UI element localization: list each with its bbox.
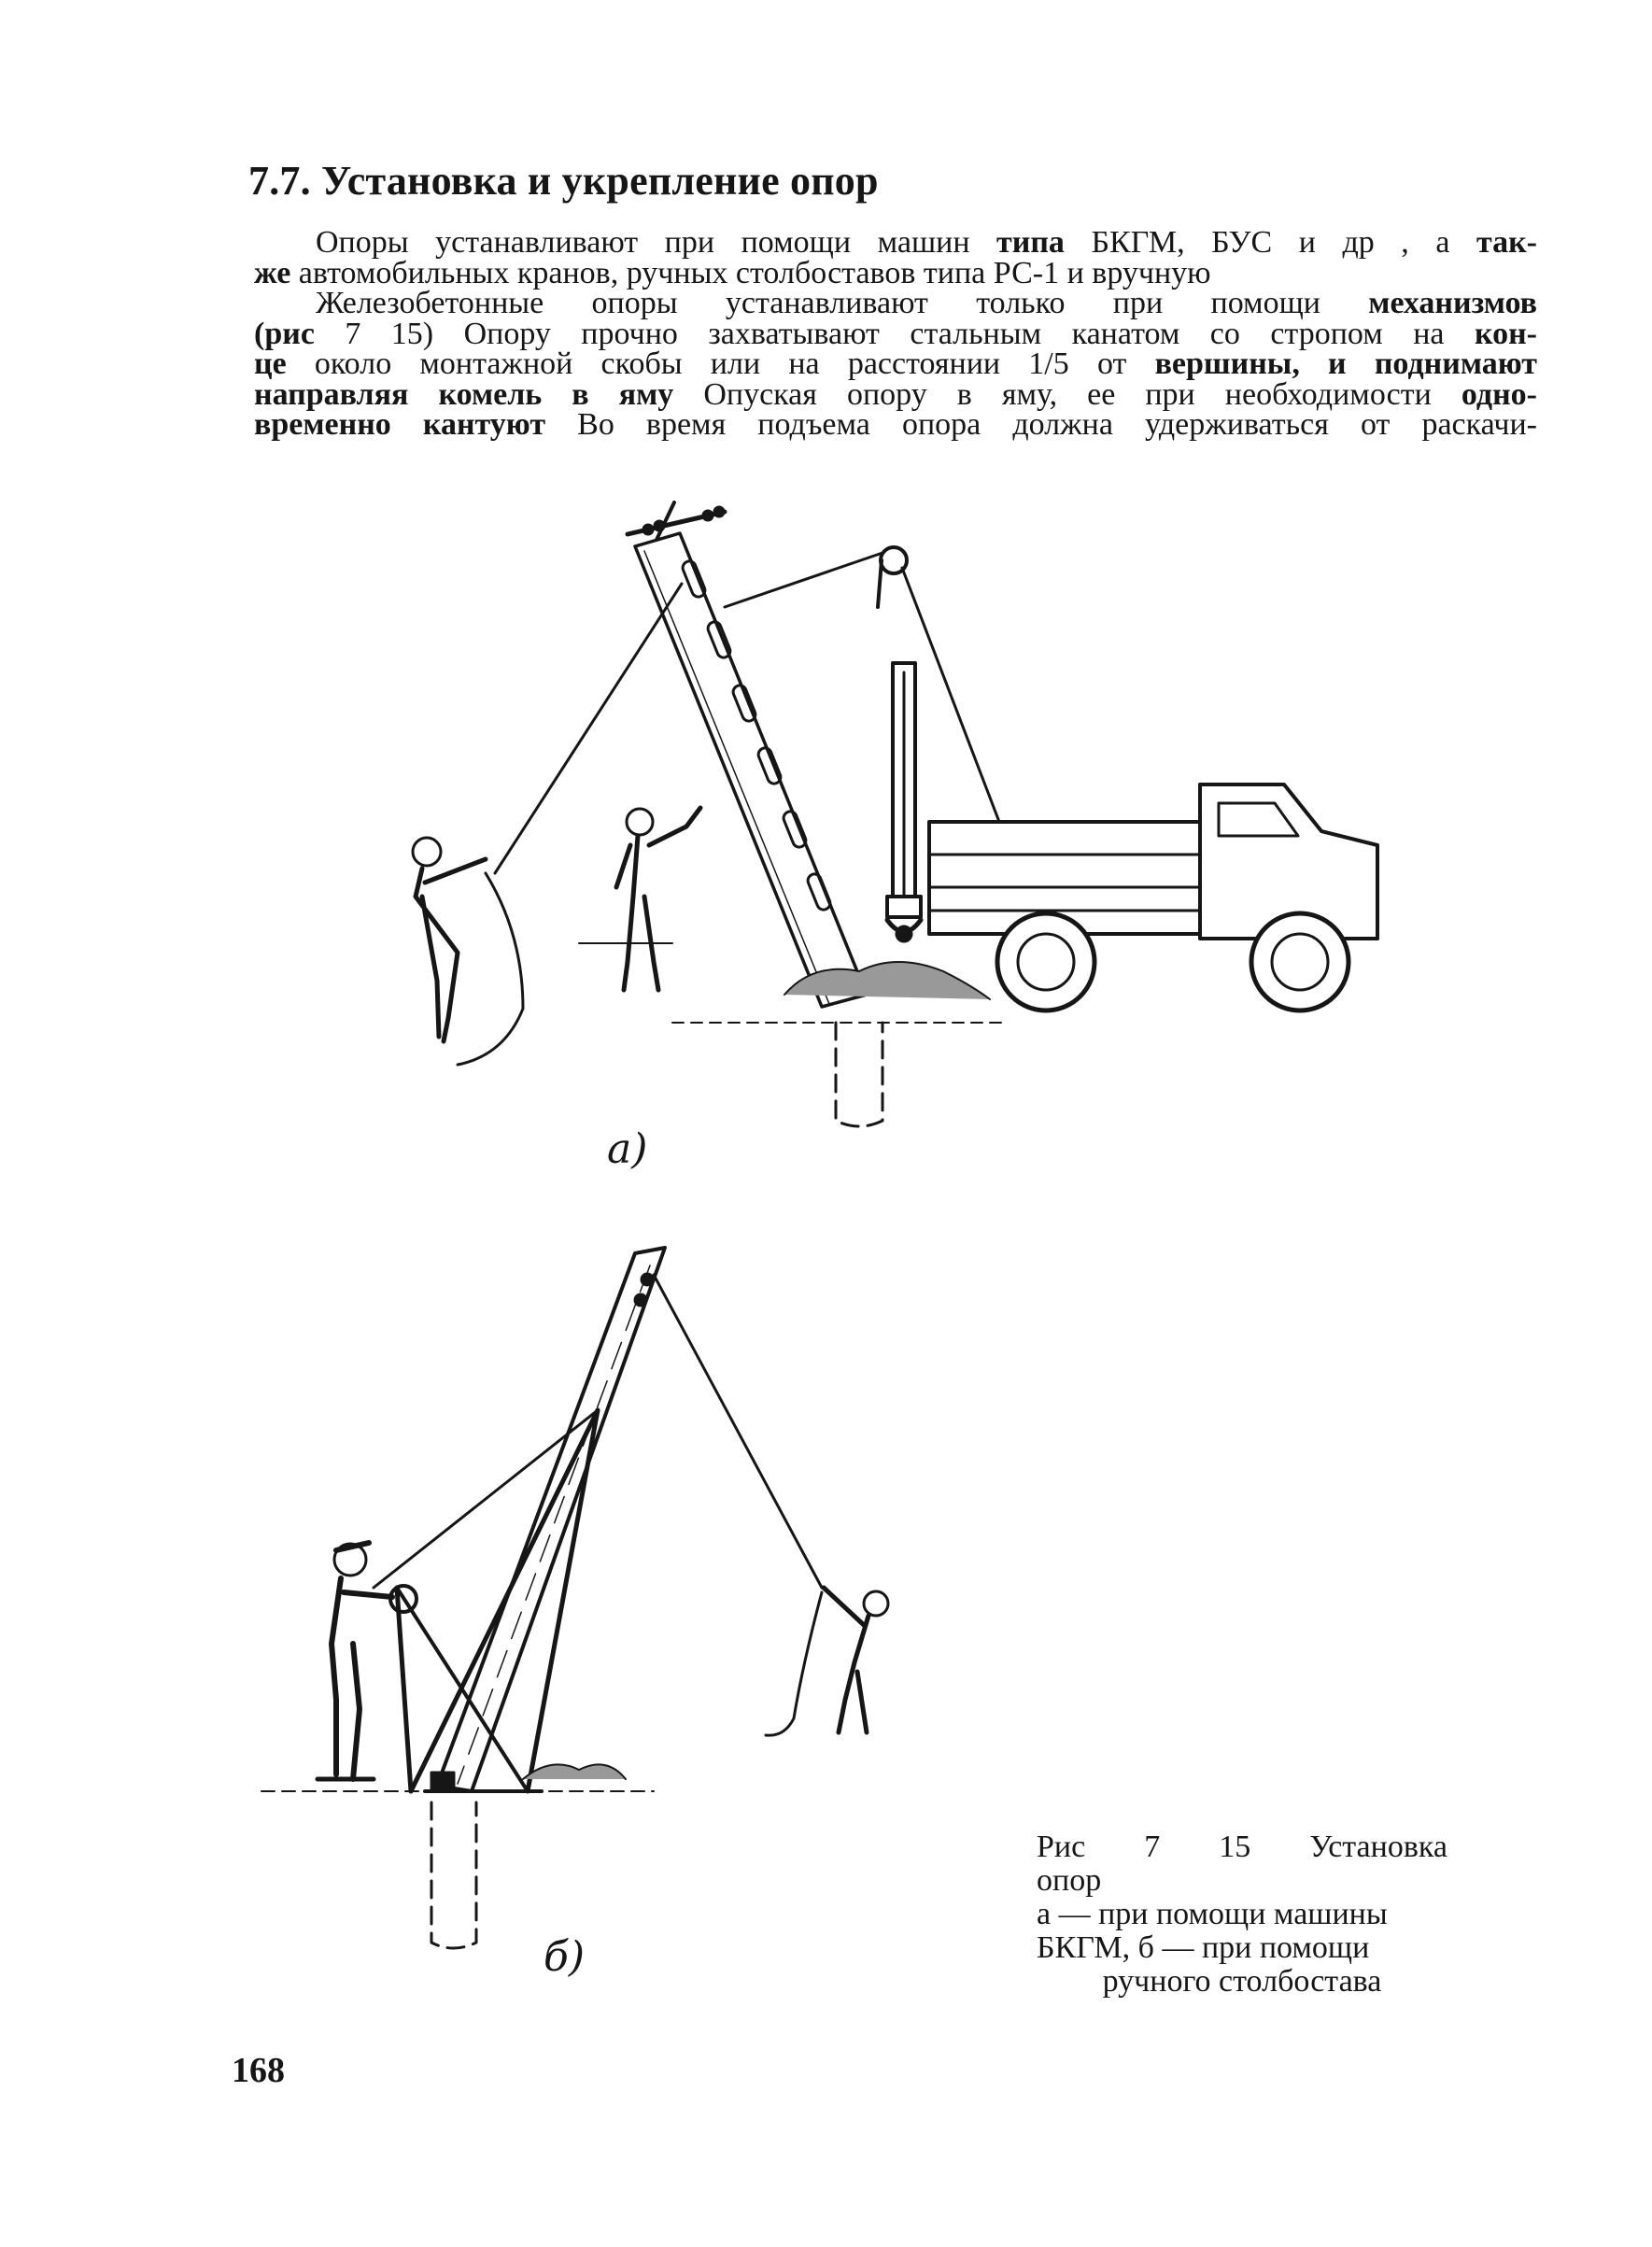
text-run: так- <box>1476 225 1537 260</box>
page-number: 168 <box>232 2051 285 2090</box>
text-run: Опоры устанавливают при помощи машин <box>316 225 997 260</box>
worker-4 <box>766 1588 888 1735</box>
caption-line-2: БКГМ, б — при помощи <box>1037 1930 1370 1965</box>
text-run: временно кантуют <box>254 407 546 442</box>
caption-title <box>1037 1830 1447 1864</box>
text-run: кон- <box>1474 316 1537 351</box>
text-run: механизмов <box>1368 286 1537 320</box>
text-run: Во время подъема опора должна удерживаться от раскачи- <box>545 407 1537 442</box>
text-run: направляя комель в яму <box>254 376 674 412</box>
text-run: одно- <box>1461 376 1537 412</box>
worker-3 <box>318 1543 392 1779</box>
caption-title-continued: опор <box>1037 1863 1102 1898</box>
section-heading: 7.7. Установка и укрепление опор <box>248 158 879 204</box>
text-run: автомобильных кранов, ручных столбоставов типа РС-1 и вручную <box>290 255 1211 290</box>
text-run: типа <box>996 225 1065 260</box>
text-run: (рис <box>254 316 315 351</box>
text-run: же <box>254 255 291 290</box>
figure-a-label: а) <box>607 1125 648 1173</box>
caption-word: Рис <box>1037 1830 1086 1864</box>
ground-hole-b <box>261 1764 654 1948</box>
caption-line-1: а — при помощи машины <box>1037 1897 1388 1931</box>
text-run: около монтажной скобы или на расстоянии 1/5 от <box>286 346 1155 381</box>
wooden-pole-b <box>437 1248 665 1791</box>
caption-line-3: ручного столбостава <box>1102 1964 1382 1999</box>
text-run: Опуская опору в яму, ее при необходимости <box>673 376 1461 412</box>
text-run: це <box>254 346 287 381</box>
text-run: Железобетонные опоры устанавливают только при помощи <box>316 286 1369 320</box>
figure-caption <box>1037 1830 1447 1999</box>
text-run: 7 15) Опору прочно захватывают стальным канатом со стропом на <box>314 316 1475 351</box>
figure-b-label: б) <box>544 1933 586 1981</box>
text-run: БКГМ, БУС и др , а <box>1064 225 1476 260</box>
caption-word: 7 15 <box>1144 1830 1251 1864</box>
caption-word: Установка <box>1309 1830 1447 1864</box>
text-run: вершины, и поднимают <box>1154 346 1537 381</box>
